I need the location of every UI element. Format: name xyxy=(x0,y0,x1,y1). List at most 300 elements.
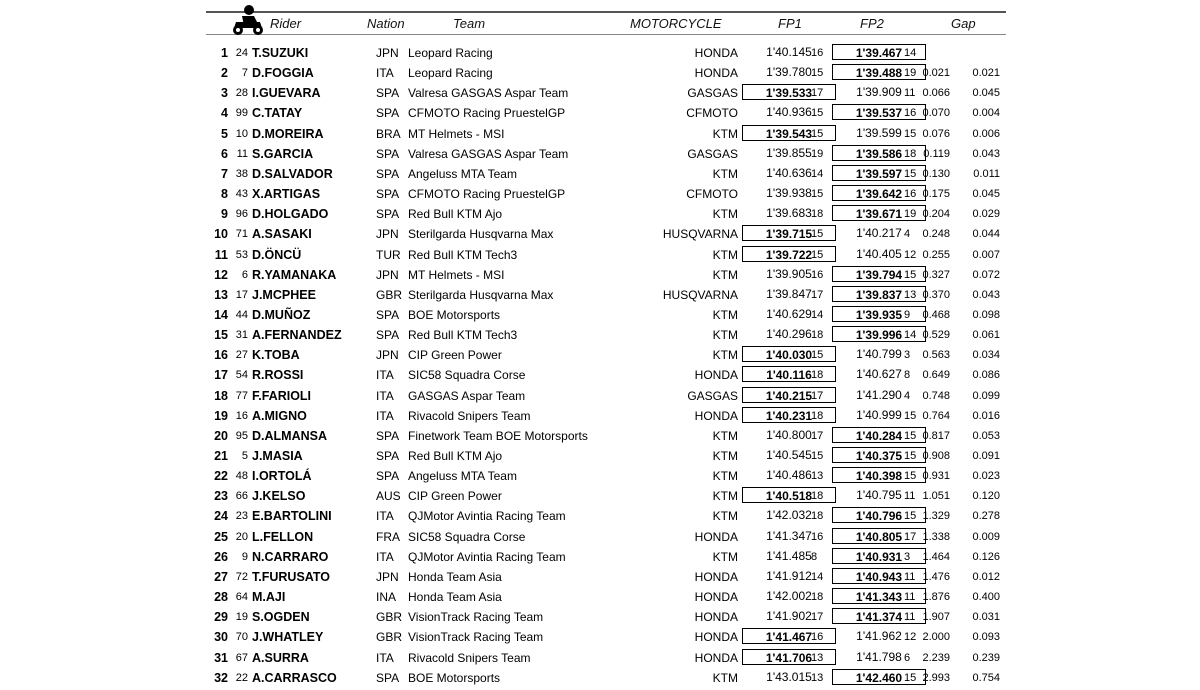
cell-gap: 0.817 xyxy=(922,429,950,442)
cell-gap: 0.130 xyxy=(922,167,950,180)
cell-nation: ITA xyxy=(376,408,394,423)
cell-team: Red Bull KTM Tech3 xyxy=(408,328,518,343)
cell-prev: 0.011 xyxy=(973,167,1000,180)
cell-fp2: 1'40.799 xyxy=(856,347,902,362)
cell-team: Finetwork Team BOE Motorsports xyxy=(408,428,588,443)
cell-moto: HUSQVARNA xyxy=(662,287,738,302)
table-row xyxy=(0,345,1200,365)
table-row xyxy=(0,265,1200,285)
cell-fp1: 1'40.296 xyxy=(766,327,812,342)
table-row xyxy=(0,103,1200,123)
cell-lap1: 18 xyxy=(811,490,824,503)
cell-lap2: 15 xyxy=(904,127,917,140)
cell-lap1: 19 xyxy=(811,147,824,160)
cell-team: VisionTrack Racing Team xyxy=(408,610,544,625)
cell-fp1: 1'40.629 xyxy=(766,306,812,321)
cell-nation: JPN xyxy=(376,227,399,242)
cell-fp1: 1'39.847 xyxy=(766,286,812,301)
cell-lap1: 18 xyxy=(811,369,824,382)
cell-moto: HONDA xyxy=(694,610,738,625)
cell-gap: 1.464 xyxy=(922,550,950,563)
cell-lap2: 11 xyxy=(904,591,916,604)
cell-team: Angeluss MTA Team xyxy=(408,166,517,181)
cell-fp1: 1'39.715 xyxy=(742,225,836,241)
cell-nation: SPA xyxy=(376,166,400,181)
cell-fp2: 1'39.467 xyxy=(832,44,926,60)
cell-lap2: 12 xyxy=(904,248,917,261)
cell-fp2: 1'40.405 xyxy=(856,246,902,261)
cell-pos: 23 xyxy=(214,489,228,504)
cell-lap2: 14 xyxy=(904,329,917,342)
cell-rider: A.FERNANDEZ xyxy=(252,328,342,343)
cell-lap2: 14 xyxy=(904,47,917,59)
cell-nation: SPA xyxy=(376,187,400,202)
cell-rider: F.FARIOLI xyxy=(252,388,312,403)
cell-rider: E.BARTOLINI xyxy=(252,509,332,524)
cell-fp1: 1'39.938 xyxy=(766,186,812,201)
motorcycle-rider-icon xyxy=(230,4,266,36)
cell-fp2: 1'40.931 xyxy=(832,548,926,564)
cell-fp1: 1'40.636 xyxy=(766,165,812,180)
cell-rider: D.SALVADOR xyxy=(252,166,333,181)
cell-lap1: 18 xyxy=(811,329,824,342)
cell-fp2: 1'40.943 xyxy=(832,568,926,584)
cell-fp1: 1'40.486 xyxy=(766,468,812,483)
cell-rider: A.SURRA xyxy=(252,650,309,665)
cell-prev: 0.043 xyxy=(972,288,1000,301)
table-row xyxy=(0,668,1200,688)
cell-fp2: 1'40.627 xyxy=(856,367,902,382)
cell-pos: 6 xyxy=(221,146,228,161)
cell-nation: JPN xyxy=(376,569,399,584)
cell-lap2: 16 xyxy=(904,188,917,201)
cell-num: 44 xyxy=(235,308,248,321)
cell-gap: 2.000 xyxy=(922,631,950,644)
cell-lap2: 3 xyxy=(904,550,911,563)
cell-fp1: 1'42.002 xyxy=(766,589,812,604)
cell-lap1: 14 xyxy=(811,308,824,321)
cell-lap1: 17 xyxy=(811,429,824,442)
cell-rider: A.MIGNO xyxy=(252,408,307,423)
cell-nation: GBR xyxy=(376,630,403,645)
cell-lap2: 15 xyxy=(904,429,917,442)
cell-num: 64 xyxy=(235,591,248,604)
cell-rider: D.ALMANSA xyxy=(252,428,327,443)
table-row xyxy=(0,124,1200,144)
cell-lap2: 6 xyxy=(904,651,911,664)
cell-pos: 27 xyxy=(214,569,228,584)
cell-moto: HONDA xyxy=(694,66,738,81)
cell-team: CFMOTO Racing PruestelGP xyxy=(408,106,566,121)
cell-team: Leopard Racing xyxy=(408,46,493,60)
cell-moto: KTM xyxy=(712,428,738,443)
cell-num: 28 xyxy=(235,87,248,100)
table-row xyxy=(0,43,1200,63)
cell-rider: N.CARRARO xyxy=(252,549,329,564)
cell-nation: SPA xyxy=(376,146,400,161)
cell-moto: GASGAS xyxy=(687,388,738,403)
table-row xyxy=(0,406,1200,426)
cell-lap1: 15 xyxy=(811,107,824,120)
cell-fp1: 1'42.032 xyxy=(766,508,812,523)
cell-prev: 0.023 xyxy=(972,470,1000,483)
cell-nation: SPA xyxy=(376,106,400,121)
cell-team: Valresa GASGAS Aspar Team xyxy=(408,146,569,161)
cell-num: 5 xyxy=(241,450,248,462)
cell-prev: 0.006 xyxy=(972,127,1000,140)
cell-fp1: 1'41.485 xyxy=(766,548,812,563)
cell-rider: D.FOGGIA xyxy=(252,66,314,81)
table-row xyxy=(0,547,1200,567)
cell-fp1: 1'39.533 xyxy=(742,84,836,100)
cell-nation: ITA xyxy=(376,368,394,383)
cell-lap2: 15 xyxy=(904,450,917,462)
cell-gap: 0.066 xyxy=(922,87,950,100)
cell-pos: 21 xyxy=(214,449,228,463)
cell-gap: 0.908 xyxy=(922,450,950,462)
cell-lap1: 17 xyxy=(811,87,824,100)
cell-moto: KTM xyxy=(712,489,738,504)
cell-nation: SPA xyxy=(376,86,400,101)
cell-team: CIP Green Power xyxy=(408,348,502,363)
cell-lap1: 8 xyxy=(811,550,818,563)
cell-num: 66 xyxy=(235,490,248,503)
cell-gap: 1.907 xyxy=(922,611,950,624)
cell-lap1: 14 xyxy=(811,167,824,180)
cell-lap1: 15 xyxy=(811,450,824,462)
cell-lap2: 17 xyxy=(904,530,917,543)
cell-lap2: 4 xyxy=(904,389,911,402)
cell-prev: 0.044 xyxy=(972,228,1000,241)
cell-num: 48 xyxy=(235,470,248,483)
cell-rider: T.SUZUKI xyxy=(252,46,309,60)
cell-fp1: 1'40.231 xyxy=(742,407,836,423)
cell-fp1: 1'43.015 xyxy=(766,669,812,684)
cell-rider: D.HOLGADO xyxy=(252,207,329,222)
cell-rider: M.AJI xyxy=(252,590,286,605)
cell-fp2: 1'39.597 xyxy=(832,165,926,181)
cell-lap1: 17 xyxy=(811,288,824,301)
cell-nation: BRA xyxy=(376,126,401,141)
cell-lap2: 15 xyxy=(904,671,917,684)
cell-pos: 2 xyxy=(221,66,228,81)
cell-nation: FRA xyxy=(376,529,400,544)
cell-lap2: 16 xyxy=(904,107,917,120)
cell-gap: 0.327 xyxy=(922,268,950,281)
cell-pos: 18 xyxy=(214,388,228,403)
cell-gap: 1.476 xyxy=(922,570,950,583)
cell-gap: 1.876 xyxy=(922,591,950,604)
cell-rider: K.TOBA xyxy=(252,348,300,363)
cell-prev: 0.093 xyxy=(972,631,1000,644)
cell-team: QJMotor Avintia Racing Team xyxy=(408,509,566,524)
cell-lap2: 13 xyxy=(904,288,917,301)
table-row xyxy=(0,325,1200,345)
table-row xyxy=(0,506,1200,526)
cell-nation: SPA xyxy=(376,328,400,343)
cell-pos: 9 xyxy=(221,207,228,222)
cell-lap1: 15 xyxy=(811,188,824,201)
cell-nation: SPA xyxy=(376,670,400,685)
cell-fp2: 1'40.375 xyxy=(832,447,926,463)
cell-lap1: 18 xyxy=(811,591,824,604)
table-row xyxy=(0,285,1200,305)
table-row xyxy=(0,527,1200,547)
table-row xyxy=(0,245,1200,265)
cell-fp1: 1'40.545 xyxy=(766,448,812,462)
cell-team: GASGAS Aspar Team xyxy=(408,388,526,403)
table-row xyxy=(0,204,1200,224)
cell-moto: HONDA xyxy=(694,590,738,605)
cell-lap2: 9 xyxy=(904,308,911,321)
cell-team: VisionTrack Racing Team xyxy=(408,630,544,645)
cell-num: 99 xyxy=(235,107,248,120)
cell-num: 7 xyxy=(241,67,248,80)
cell-gap: 0.076 xyxy=(922,127,950,140)
table-row xyxy=(0,184,1200,204)
cell-team: Angeluss MTA Team xyxy=(408,469,517,484)
cell-num: 27 xyxy=(235,349,248,362)
cell-rider: T.FURUSATO xyxy=(252,569,331,584)
cell-rider: R.ROSSI xyxy=(252,368,304,383)
cell-fp1: 1'40.800 xyxy=(766,427,812,442)
cell-nation: ITA xyxy=(376,66,394,81)
cell-fp1: 1'40.116 xyxy=(742,366,836,382)
cell-gap: 0.370 xyxy=(922,288,950,301)
cell-fp1: 1'41.347 xyxy=(766,528,812,543)
cell-rider: I.GUEVARA xyxy=(252,86,321,101)
cell-pos: 8 xyxy=(221,187,228,202)
cell-team: BOE Motorsports xyxy=(408,307,501,322)
cell-fp1: 1'40.936 xyxy=(766,105,812,120)
cell-prev: 0.278 xyxy=(972,510,1000,523)
cell-fp1: 1'41.902 xyxy=(766,609,812,624)
cell-fp1: 1'40.145 xyxy=(766,45,812,59)
cell-num: 20 xyxy=(235,530,248,543)
cell-nation: ITA xyxy=(376,388,394,403)
cell-fp1: 1'39.905 xyxy=(766,266,812,281)
cell-gap: 0.649 xyxy=(922,369,950,382)
cell-team: Leopard Racing xyxy=(408,66,493,81)
cell-moto: CFMOTO xyxy=(686,187,738,202)
cell-lap2: 12 xyxy=(904,631,917,644)
cell-nation: ITA xyxy=(376,650,394,665)
cell-rider: A.CARRASCO xyxy=(252,670,337,685)
cell-num: 22 xyxy=(235,671,248,684)
cell-fp2: 1'39.599 xyxy=(856,125,902,140)
cell-moto: CFMOTO xyxy=(686,106,738,121)
cell-pos: 25 xyxy=(214,529,228,544)
cell-num: 72 xyxy=(235,570,248,583)
cell-rider: L.FELLON xyxy=(252,529,314,544)
cell-fp2: 1'39.671 xyxy=(832,205,926,221)
cell-pos: 11 xyxy=(214,247,228,262)
cell-num: 43 xyxy=(235,188,248,201)
header-nation: Nation xyxy=(367,16,405,31)
cell-num: 11 xyxy=(236,147,248,160)
table-row xyxy=(0,486,1200,506)
cell-prev: 0.091 xyxy=(972,450,1000,462)
cell-lap2: 3 xyxy=(904,349,911,362)
cell-pos: 14 xyxy=(214,307,228,322)
cell-nation: SPA xyxy=(376,207,400,222)
cell-lap1: 17 xyxy=(811,611,824,624)
cell-fp2: 1'39.909 xyxy=(856,85,902,100)
cell-fp2: 1'39.488 xyxy=(832,64,926,80)
cell-num: 16 xyxy=(235,409,248,422)
cell-moto: HONDA xyxy=(694,569,738,584)
table-row xyxy=(0,567,1200,587)
cell-fp1: 1'39.543 xyxy=(742,125,836,141)
cell-lap2: 11 xyxy=(904,490,916,503)
cell-lap1: 15 xyxy=(811,248,824,261)
cell-lap1: 16 xyxy=(811,530,824,543)
cell-nation: GBR xyxy=(376,287,403,302)
cell-prev: 0.016 xyxy=(972,409,1000,422)
cell-rider: D.ÖNCÜ xyxy=(252,247,302,262)
table-row xyxy=(0,446,1200,466)
cell-prev: 0.086 xyxy=(972,369,1000,382)
cell-lap1: 14 xyxy=(811,570,824,583)
cell-prev: 0.021 xyxy=(972,67,1000,80)
cell-gap: 0.563 xyxy=(922,349,950,362)
cell-moto: KTM xyxy=(712,549,738,564)
cell-rider: R.YAMANAKA xyxy=(252,267,337,282)
header-fp2: FP2 xyxy=(860,16,884,31)
cell-fp1: 1'40.518 xyxy=(742,487,836,503)
cell-team: QJMotor Avintia Racing Team xyxy=(408,549,566,564)
cell-lap2: 19 xyxy=(904,208,917,221)
cell-nation: AUS xyxy=(376,489,401,504)
cell-pos: 17 xyxy=(214,368,228,383)
cell-team: CFMOTO Racing PruestelGP xyxy=(408,187,566,202)
cell-fp2: 1'39.642 xyxy=(832,185,926,201)
cell-moto: HUSQVARNA xyxy=(662,227,738,242)
cell-lap1: 13 xyxy=(811,651,824,664)
cell-pos: 3 xyxy=(221,86,228,101)
cell-pos: 30 xyxy=(214,630,228,645)
cell-num: 77 xyxy=(235,389,248,402)
cell-lap2: 15 xyxy=(904,268,917,281)
cell-pos: 7 xyxy=(221,166,228,181)
cell-prev: 0.043 xyxy=(972,147,1000,160)
cell-gap: 0.468 xyxy=(922,308,950,321)
cell-num: 24 xyxy=(235,47,248,59)
cell-pos: 1 xyxy=(221,46,228,60)
cell-fp2: 1'39.996 xyxy=(832,326,926,342)
cell-fp2: 1'41.798 xyxy=(856,649,902,664)
cell-nation: TUR xyxy=(376,247,401,262)
cell-fp2: 1'39.837 xyxy=(832,286,926,302)
cell-moto: KTM xyxy=(712,670,738,685)
cell-moto: KTM xyxy=(712,509,738,524)
cell-lap2: 8 xyxy=(904,369,911,382)
cell-num: 19 xyxy=(235,611,248,624)
cell-prev: 0.045 xyxy=(972,188,1000,201)
cell-prev: 0.007 xyxy=(972,248,1000,261)
cell-gap: 0.764 xyxy=(922,409,950,422)
cell-fp2: 1'40.796 xyxy=(832,507,926,523)
cell-lap1: 15 xyxy=(811,349,824,362)
table-row xyxy=(0,224,1200,244)
cell-team: Red Bull KTM Ajo xyxy=(408,207,503,222)
table-row xyxy=(0,587,1200,607)
cell-rider: J.MCPHEE xyxy=(252,287,316,302)
cell-gap: 0.021 xyxy=(922,67,950,80)
table-row xyxy=(0,607,1200,627)
cell-gap: 0.204 xyxy=(922,208,950,221)
cell-moto: GASGAS xyxy=(687,146,738,161)
cell-fp2: 1'39.537 xyxy=(832,104,926,120)
cell-fp2: 1'39.935 xyxy=(832,306,926,322)
cell-num: 9 xyxy=(241,550,248,563)
cell-pos: 19 xyxy=(214,408,228,423)
cell-rider: C.TATAY xyxy=(252,106,303,121)
cell-fp1: 1'41.912 xyxy=(766,568,812,583)
cell-fp2: 1'40.999 xyxy=(856,407,902,422)
cell-team: Red Bull KTM Ajo xyxy=(408,449,503,463)
cell-gap: 1.051 xyxy=(922,490,950,503)
cell-num: 10 xyxy=(235,127,248,140)
cell-rider: X.ARTIGAS xyxy=(252,187,321,202)
cell-fp2: 1'39.794 xyxy=(832,266,926,282)
cell-pos: 20 xyxy=(214,428,228,443)
cell-num: 67 xyxy=(235,651,248,664)
cell-gap: 1.329 xyxy=(922,510,950,523)
cell-pos: 16 xyxy=(214,348,228,363)
cell-fp2: 1'40.805 xyxy=(832,528,926,544)
cell-num: 71 xyxy=(235,228,248,241)
cell-moto: HONDA xyxy=(694,529,738,544)
cell-lap1: 15 xyxy=(811,127,824,140)
cell-moto: KTM xyxy=(712,247,738,262)
cell-lap2: 11 xyxy=(904,611,916,624)
cell-moto: HONDA xyxy=(694,650,738,665)
table-row xyxy=(0,386,1200,406)
cell-num: 96 xyxy=(235,208,248,221)
cell-fp2: 1'41.962 xyxy=(856,629,902,644)
header-bottom-rule xyxy=(206,34,1006,35)
cell-lap2: 11 xyxy=(904,87,916,100)
cell-rider: A.SASAKI xyxy=(252,227,312,242)
cell-moto: KTM xyxy=(712,328,738,343)
cell-nation: ITA xyxy=(376,509,394,524)
cell-prev: 0.029 xyxy=(972,208,1000,221)
cell-pos: 32 xyxy=(214,670,228,685)
cell-lap1: 15 xyxy=(811,67,824,80)
cell-nation: SPA xyxy=(376,428,400,443)
cell-prev: 0.099 xyxy=(972,389,1000,402)
cell-rider: J.MASIA xyxy=(252,449,303,463)
cell-prev: 0.098 xyxy=(972,308,1000,321)
cell-fp2: 1'40.795 xyxy=(856,488,902,503)
cell-pos: 12 xyxy=(214,267,228,282)
cell-lap1: 18 xyxy=(811,409,824,422)
cell-num: 95 xyxy=(235,429,248,442)
cell-prev: 0.126 xyxy=(972,550,1000,563)
cell-moto: KTM xyxy=(712,348,738,363)
cell-fp1: 1'40.215 xyxy=(742,387,836,403)
cell-num: 17 xyxy=(235,288,248,301)
cell-nation: INA xyxy=(376,590,397,605)
cell-prev: 0.031 xyxy=(972,611,1000,624)
cell-team: Valresa GASGAS Aspar Team xyxy=(408,86,569,101)
header-fp1: FP1 xyxy=(778,16,802,31)
cell-lap1: 17 xyxy=(811,389,824,402)
cell-nation: JPN xyxy=(376,267,399,282)
header-team: Team xyxy=(453,16,486,31)
cell-team: MT Helmets - MSI xyxy=(408,126,505,141)
